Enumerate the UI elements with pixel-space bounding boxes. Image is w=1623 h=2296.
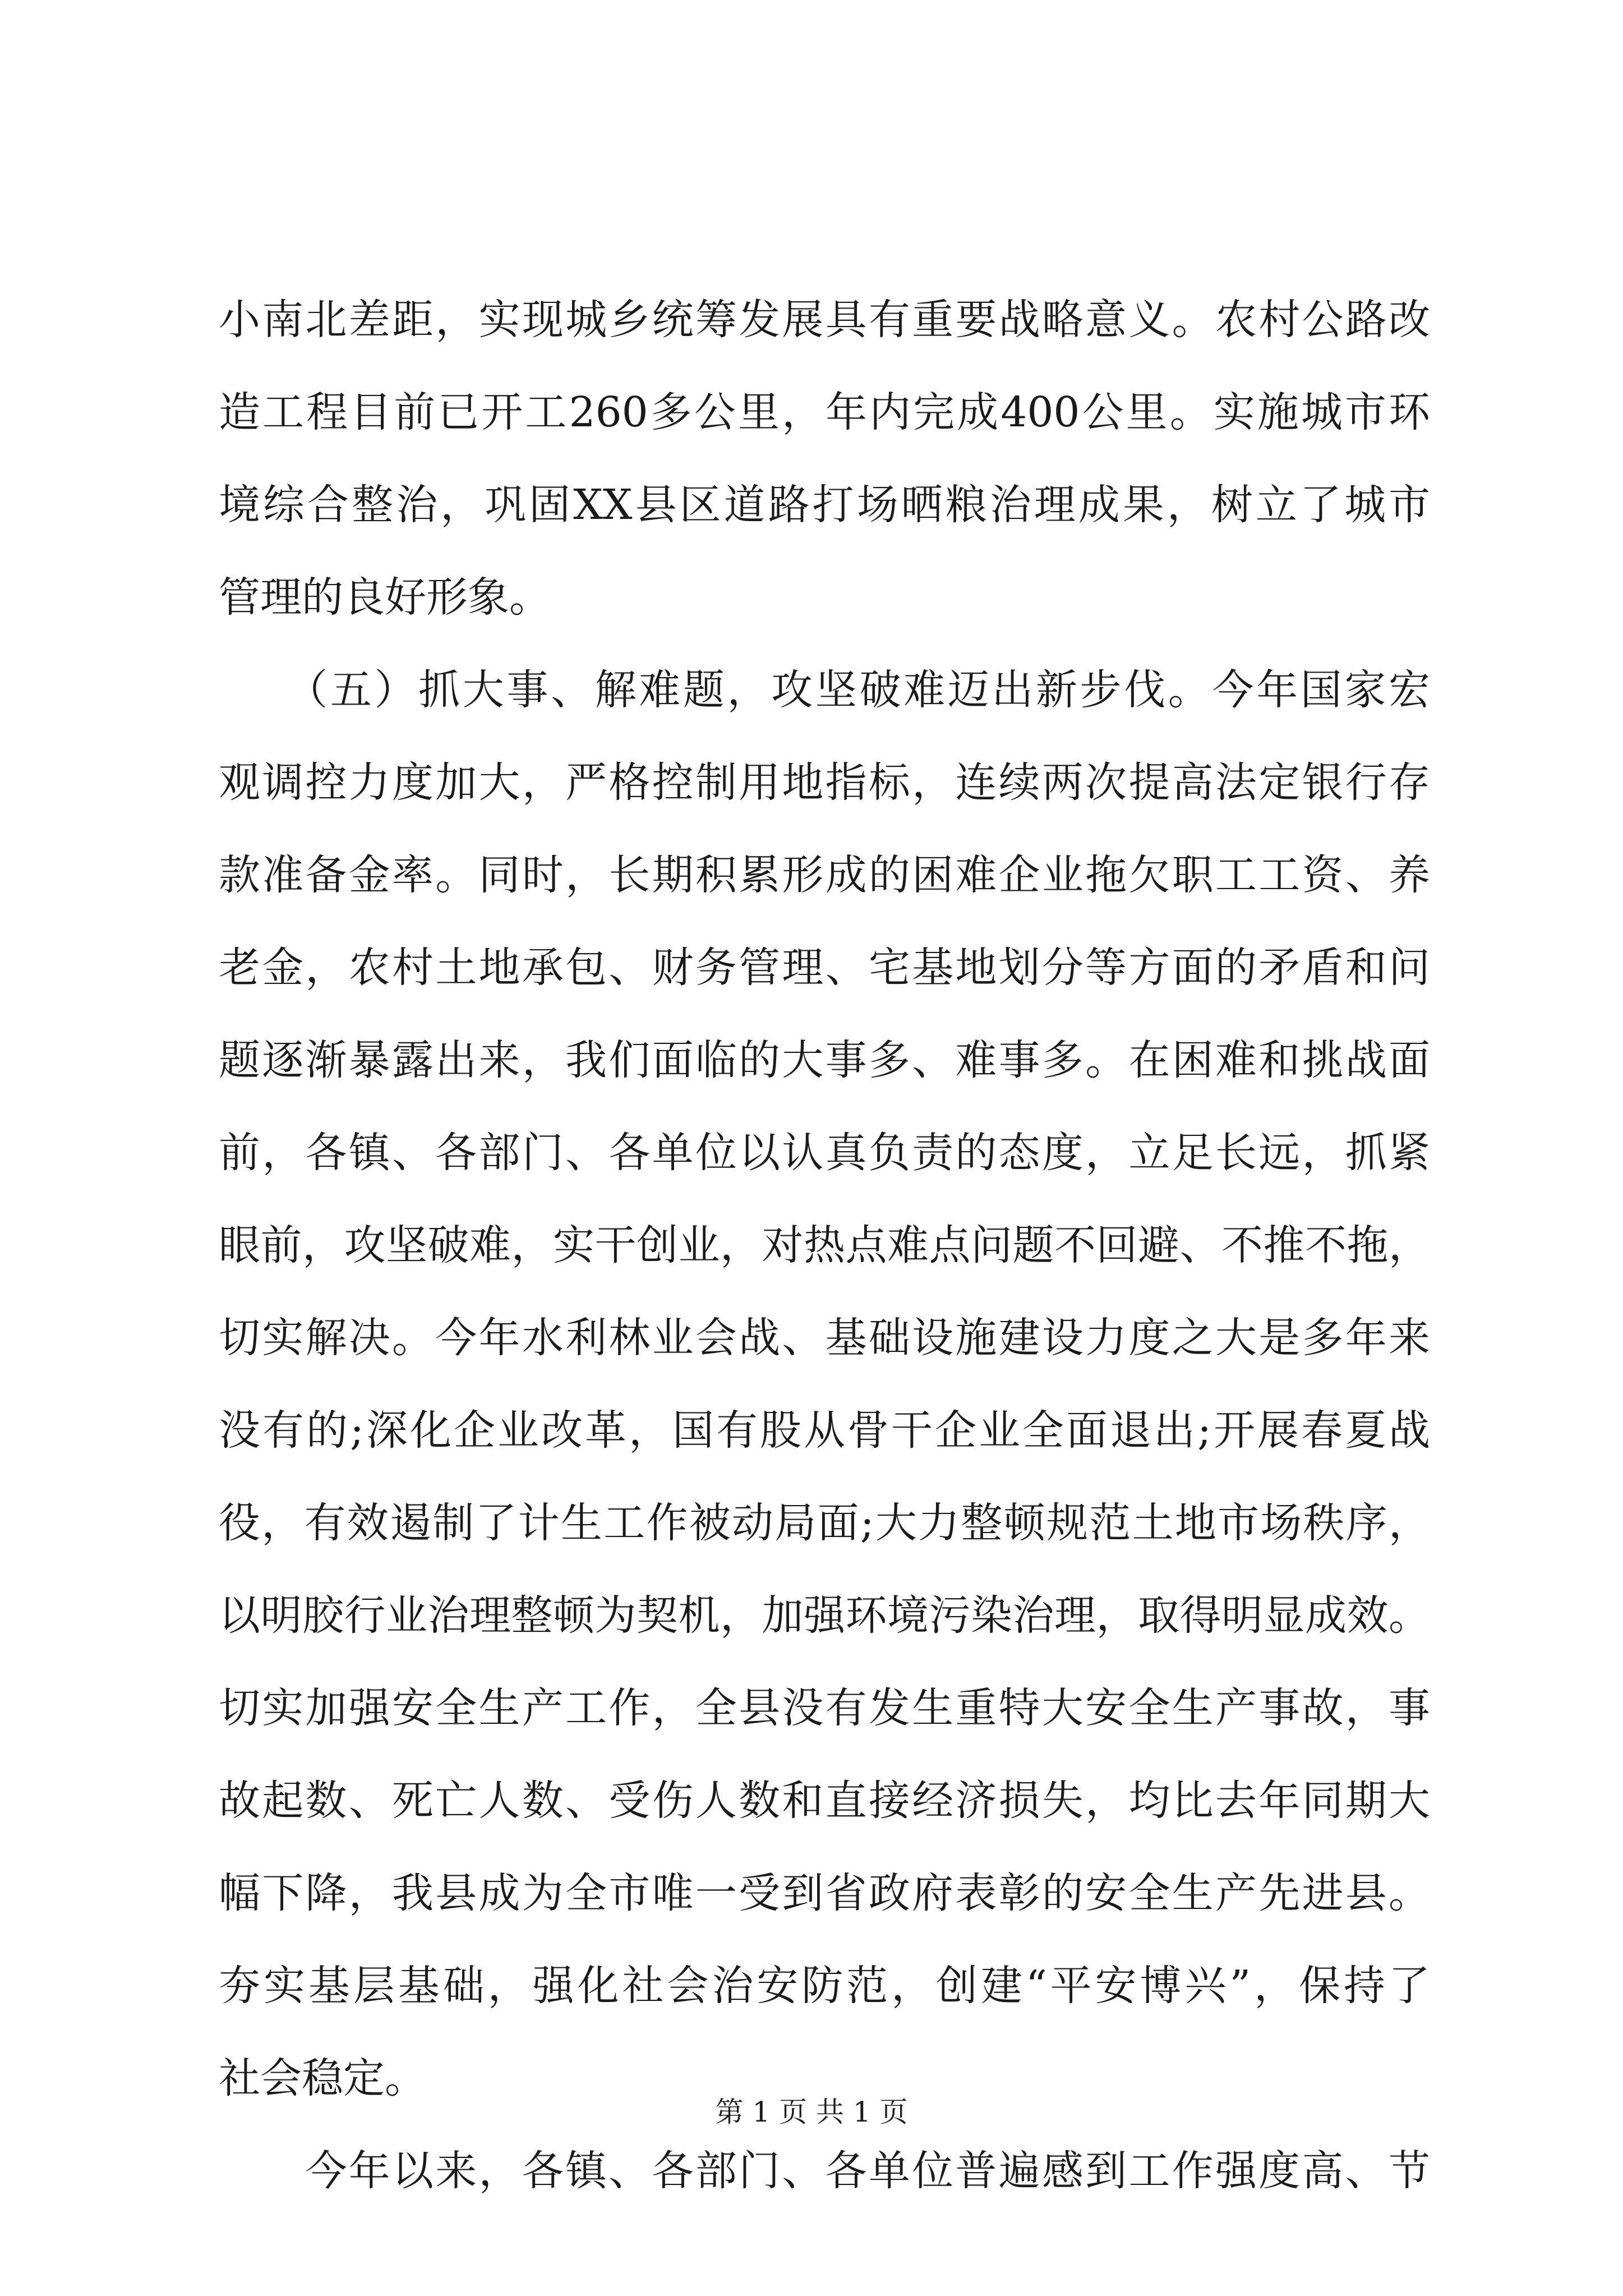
page-footer: 第 1 页 共 1 页	[715, 2096, 908, 2128]
text-line: 以明胶行业治理整顿为契机，加强环境污染治理，取得明显成效。	[219, 1591, 1430, 1640]
text-line: 款准备金率。同时，长期积累形成的困难企业拖欠职工工资、养	[219, 851, 1430, 899]
text-line: 切实解决。今年水利林业会战、基础设施建设力度之大是多年来	[219, 1314, 1430, 1362]
text-line: 小南北差距，实现城乡统筹发展具有重要战略意义。农村公路改	[219, 296, 1430, 344]
text-line: 观调控力度加大，严格控制用地指标，连续两次提高法定银行存	[219, 758, 1430, 807]
text-line: 老金，农村土地承包、财务管理、宅基地划分等方面的矛盾和问	[219, 944, 1430, 992]
document-body	[219, 274, 1430, 2217]
text-line: 境综合整治，巩固XX县区道路打场晒粮治理成果，树立了城市	[219, 481, 1430, 529]
text-line: 今年以来，各镇、各部门、各单位普遍感到工作强度高、节	[219, 2147, 1430, 2195]
text-line: 题逐渐暴露出来，我们面临的大事多、难事多。在困难和挑战面	[219, 1036, 1430, 1084]
text-line: 前，各镇、各部门、各单位以认真负责的态度，立足长远，抓紧	[219, 1129, 1430, 1177]
text-line: 社会稳定。	[219, 2054, 426, 2102]
text-line: 切实加强安全生产工作，全县没有发生重特大安全生产事故，事	[219, 1684, 1430, 1732]
text-line: 故起数、死亡人数、受伤人数和直接经济损失，均比去年同期大	[219, 1777, 1430, 1825]
text-line: 管理的良好形象。	[219, 573, 551, 622]
text-line: 没有的;深化企业改革，国有股从骨干企业全面退出;开展春夏战	[219, 1406, 1430, 1455]
text-line: 夯实基层基础，强化社会治安防范，创建“平安博兴”，保持了	[219, 1962, 1430, 2010]
text-line: 造工程目前已开工260多公里，年内完成400公里。实施城市环	[219, 388, 1430, 436]
text-line: 役，有效遏制了计生工作被动局面;大力整顿规范土地市场秩序，	[219, 1499, 1430, 1547]
text-line: 眼前，攻坚破难，实干创业，对热点难点问题不回避、不推不拖，	[219, 1221, 1430, 1269]
text-line: （五）抓大事、解难题，攻坚破难迈出新步伐。今年国家宏	[219, 666, 1430, 714]
text-line: 幅下降，我县成为全市唯一受到省政府表彰的安全生产先进县。	[219, 1869, 1430, 1917]
